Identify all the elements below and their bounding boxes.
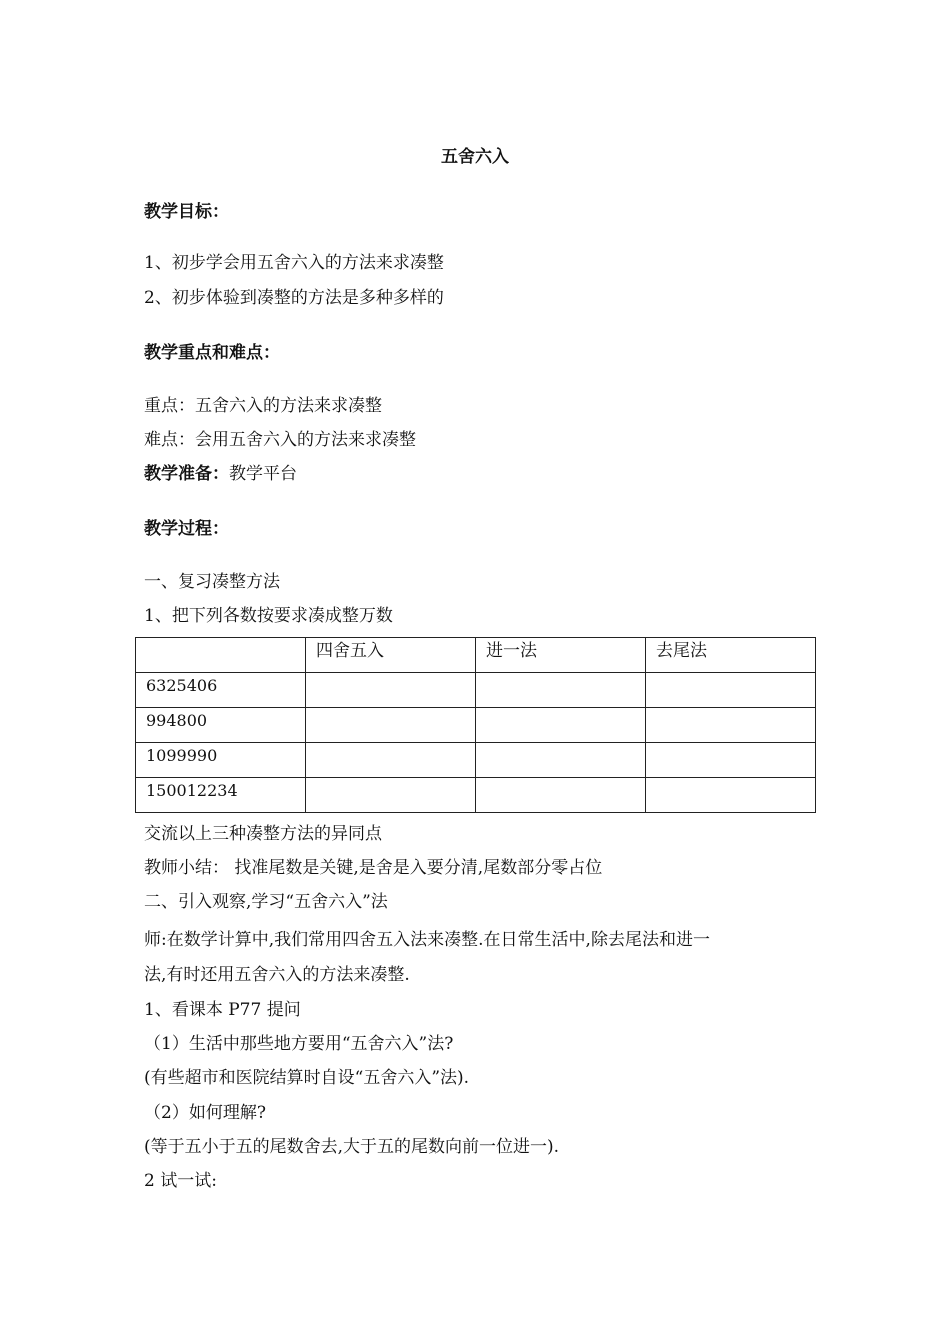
table-cell-number: 150012234: [136, 778, 306, 813]
table-cell-empty: [646, 778, 816, 813]
table-cell-number: 994800: [136, 708, 306, 743]
goal-item-1: 1、初步学会用五舍六入的方法来求凑整: [144, 253, 444, 273]
item-2: 2 试一试:: [144, 1171, 217, 1191]
teacher-summary: 教师小结： 找准尾数是关键,是舍是入要分清,尾数部分零占位: [144, 858, 603, 878]
question-2: （2）如何理解?: [144, 1103, 266, 1123]
preparation-line: [144, 463, 297, 485]
table-row: [136, 778, 816, 813]
table-cell-empty: [306, 743, 476, 778]
key-points-heading: 教学重点和难点：: [144, 343, 280, 363]
table-row: [136, 743, 816, 778]
table-cell-empty: [476, 673, 646, 708]
key-point: 重点：五舍六入的方法来求凑整: [144, 396, 382, 416]
section-2-heading: 二、引入观察,学习“五舍六入”法: [144, 892, 388, 912]
table-row: [136, 673, 816, 708]
table-cell-empty: [306, 673, 476, 708]
preparation-value: 教学平台: [229, 464, 297, 484]
table-cell-empty: [476, 708, 646, 743]
section-1-heading: 一、复习凑整方法: [144, 572, 280, 592]
answer-2: (等于五小于五的尾数舍去,大于五的尾数向前一位进一).: [144, 1137, 560, 1157]
table-header-cell: 去尾法: [646, 638, 816, 673]
answer-1: (有些超市和医院结算时自设“五舍六入”法).: [144, 1068, 470, 1088]
table-header-cell: 四舍五入: [306, 638, 476, 673]
exchange-line: 交流以上三种凑整方法的异同点: [144, 824, 382, 844]
table-cell-empty: [646, 708, 816, 743]
process-heading: 教学过程：: [144, 519, 229, 539]
preparation-label: 教学准备：: [144, 464, 229, 484]
table-header-cell: [136, 638, 306, 673]
goal-item-2: 2、初步体验到凑整的方法是多种多样的: [144, 288, 444, 308]
table-cell-number: 1099990: [136, 743, 306, 778]
table-cell-empty: [646, 743, 816, 778]
table-header-row: [136, 638, 816, 673]
table-cell-empty: [476, 743, 646, 778]
table-cell-number: 6325406: [136, 673, 306, 708]
rounding-table: [135, 637, 816, 813]
goals-heading: 教学目标：: [144, 202, 229, 222]
teacher-paragraph-line-1: 师:在数学计算中,我们常用四舍五入法来凑整.在日常生活中,除去尾法和进一: [144, 930, 710, 950]
question-1: （1）生活中那些地方要用“五舍六入”法?: [144, 1034, 454, 1054]
table-cell-empty: [476, 778, 646, 813]
table-cell-empty: [306, 778, 476, 813]
item-1: 1、看课本 P77 提问: [144, 1000, 301, 1020]
teacher-paragraph-line-2: 法,有时还用五舍六入的方法来凑整.: [144, 965, 410, 985]
table-cell-empty: [646, 673, 816, 708]
table-cell-empty: [306, 708, 476, 743]
difficulty-point: 难点：会用五舍六入的方法来求凑整: [144, 430, 416, 450]
task-1: 1、把下列各数按要求凑成整万数: [144, 606, 393, 626]
page-title: 五舍六入: [441, 147, 509, 167]
table-row: [136, 708, 816, 743]
table-header-cell: 进一法: [476, 638, 646, 673]
